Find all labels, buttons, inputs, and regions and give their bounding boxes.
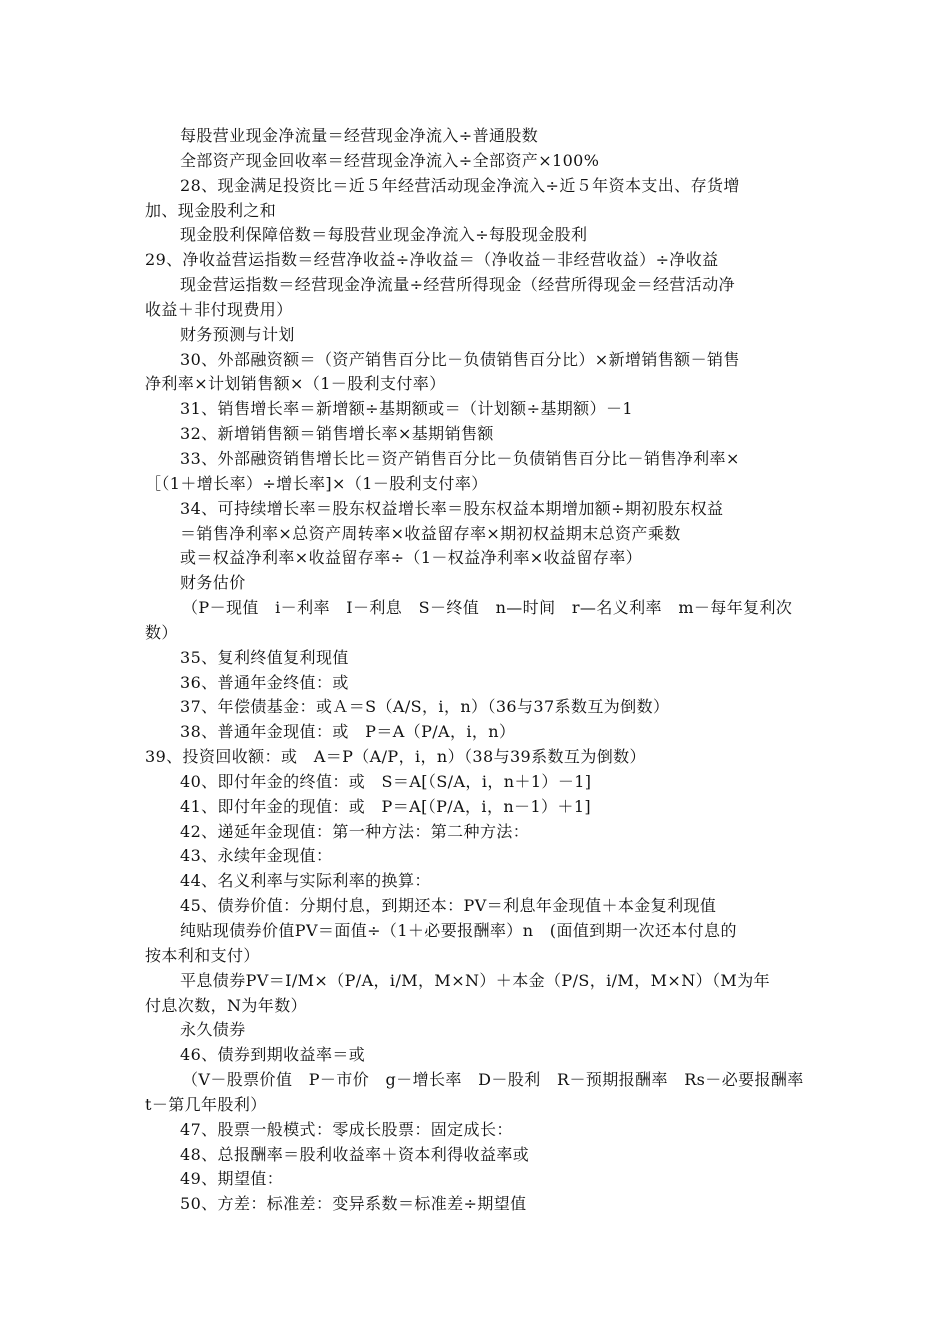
text-line: 现金营运指数＝经营现金净流量÷经营所得现金（经营所得现金＝经营活动净 [180, 275, 736, 295]
text-line: 50、方差：标准差：变异系数＝标准差÷期望值 [180, 1194, 527, 1214]
text-line: 永久债券 [180, 1020, 246, 1040]
section-heading: 财务估价 [180, 573, 246, 593]
text-line: 38、普通年金现值：或 P＝A（P/A，i，n） [180, 722, 516, 742]
text-line: 29、净收益营运指数＝经营净收益÷净收益＝（净收益－非经营收益）÷净收益 [145, 250, 719, 270]
text-line: 每股营业现金净流量＝经营现金净流入÷普通股数 [180, 126, 539, 145]
text-line: 加、现金股利之和 [145, 200, 277, 220]
text-line: 46、债券到期收益率＝或 [180, 1045, 366, 1065]
text-line: 平息债券PV＝I/M×（P/A，i/M，M×N）＋本金（P/S，i/M，M×N）（M为年 [180, 970, 770, 990]
text-line: 付息次数，N为年数） [145, 995, 308, 1015]
text-line: 36、普通年金终值：或 [180, 672, 349, 692]
text-line: 32、新增销售额＝销售增长率×基期销售额 [180, 424, 494, 444]
text-line: 收益＋非付现费用） [145, 299, 293, 319]
text-line: （P－现值 i－利率 I－利息 S－终值 n—时间 r—名义利率 m－每年复利次 [182, 598, 793, 618]
text-line: 48、总报酬率＝股利收益率＋资本利得收益率或 [180, 1144, 530, 1164]
text-line: 33、外部融资销售增长比＝资产销售百分比－负债销售百分比－销售净利率× [180, 448, 740, 468]
text-line: 按本利和支付） [145, 945, 260, 965]
text-line: ＝销售净利率×总资产周转率×收益留存率×期初权益期末总资产乘数 [180, 523, 681, 543]
text-line: 30、外部融资额＝（资产销售百分比－负债销售百分比）×新增销售额－销售 [180, 349, 740, 369]
text-line: （V－股票价值 P－市价 g－增长率 D－股利 R－预期报酬率 Rs－必要报酬率 [182, 1070, 804, 1090]
text-line: t－第几年股利） [145, 1094, 267, 1114]
text-line: 44、名义利率与实际利率的换算： [180, 871, 431, 891]
text-line: ［（1＋增长率）÷增长率]×（1－股利支付率） [145, 473, 488, 493]
text-line: 净利率×计划销售额×（1－股利支付率） [145, 374, 446, 394]
text-line: 49、期望值： [180, 1169, 284, 1189]
text-line: 37、年偿债基金：或Ａ＝S（A/S，i，n）（36与37系数互为倒数） [180, 697, 670, 717]
text-line: 35、复利终值复利现值 [180, 647, 349, 667]
text-line: 39、投资回收额：或 A＝P（A/P，i，n）（38与39系数互为倒数） [145, 747, 646, 767]
text-line: 现金股利保障倍数＝每股营业现金净流入÷每股现金股利 [180, 225, 588, 245]
document-page [145, 124, 810, 1217]
text-line: 数） [145, 622, 178, 642]
section-heading: 财务预测与计划 [180, 324, 295, 344]
text-line: 31、销售增长率＝新增额÷基期额或＝（计划额÷基期额）－1 [180, 399, 633, 419]
text-line: 43、永续年金现值： [180, 846, 333, 866]
text-line: 47、股票一般模式：零成长股票：固定成长： [180, 1119, 513, 1139]
text-line: 40、即付年金的终值：或 S＝A[（S/A，i，n＋1）－1] [180, 771, 592, 791]
text-line: 全部资产现金回收率＝经营现金净流入÷全部资产×100% [180, 150, 600, 170]
text-line: 28、现金满足投资比＝近５年经营活动现金净流入÷近５年资本支出、存货增 [180, 175, 740, 195]
text-line: 42、递延年金现值：第一种方法：第二种方法： [180, 821, 530, 841]
text-line: 或＝权益净利率×收益留存率÷（1－权益净利率×收益留存率） [180, 548, 642, 568]
text-line: 45、债券价值：分期付息，到期还本：PV＝利息年金现值＋本金复利现值 [180, 896, 717, 916]
text-line: 34、可持续增长率＝股东权益增长率＝股东权益本期增加额÷期初股东权益 [180, 498, 724, 518]
text-line: 41、即付年金的现值：或 P＝A[（P/A，i，n－1）＋1] [180, 796, 592, 816]
text-line: 纯贴现债券价值PV＝面值÷（1＋必要报酬率）n (面值到期一次还本付息的 [180, 921, 737, 940]
